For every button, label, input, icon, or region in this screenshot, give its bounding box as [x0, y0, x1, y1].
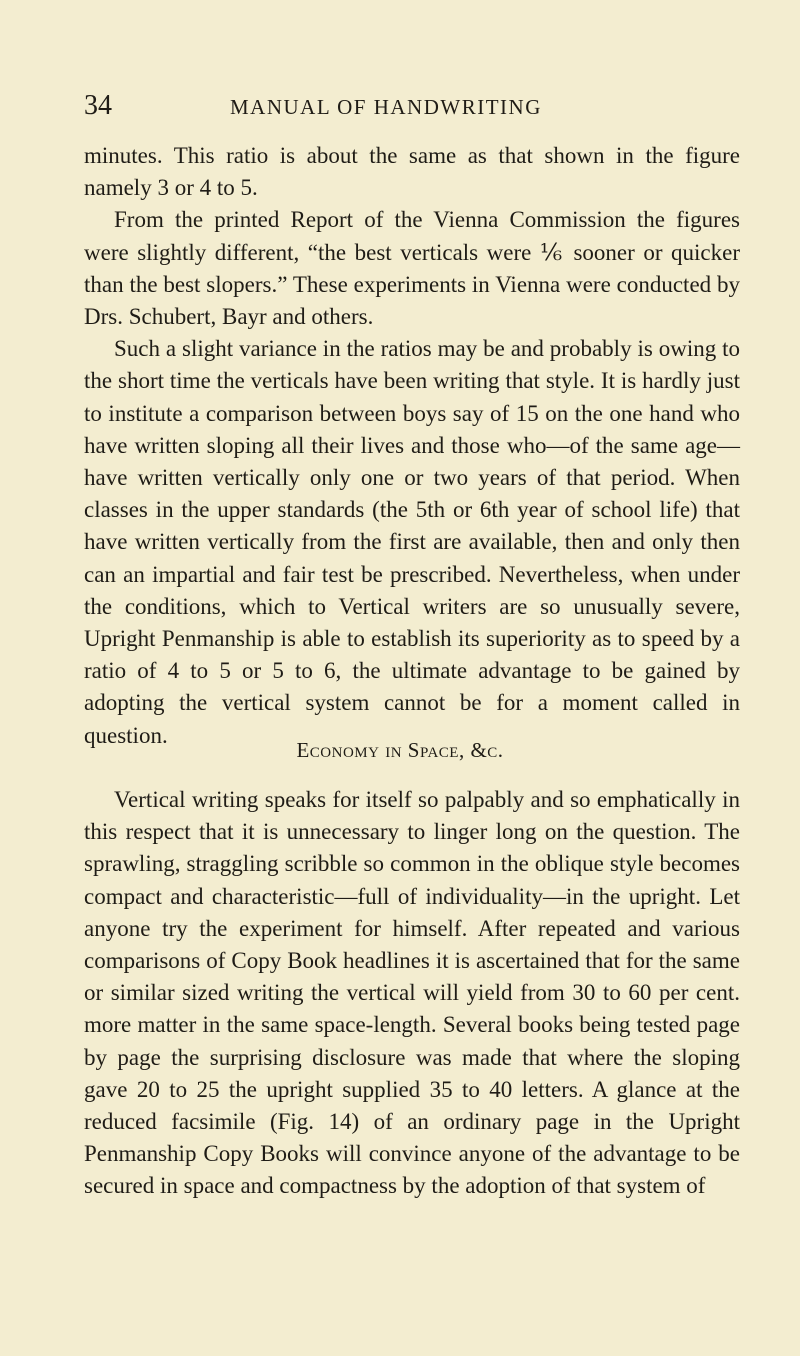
page-number: 34 — [84, 90, 112, 121]
section-body — [84, 784, 740, 1203]
paragraph: Such a slight variance in the ratios may be and probably is owing to the short time the verticals have been writing that style. It is hardly just to institute a comparison between boys say of 15 on the one hand who have written sloping all their lives and those who—of the same age—have written vertically only one or two years of that period. When classes in the upper standards (the 5th or 6th year of school life) that have written vertically from the first are available, then and only then can an impartial and fair test be prescribed. Nevertheless, when under the conditions, which to Vertical writers are so unusually severe, Upright Penmanship is able to establish its superiority as to speed by a ratio of 4 to 5 or 5 to 6, the ultimate advantage to be gained by adopting the vertical system cannot be for a moment called in question. — [84, 336, 740, 748]
section-heading: Economy in Space, &c. — [296, 738, 504, 762]
paragraph: minutes. This ratio is about the same as that shown in the figure namely 3 or 4 to 5. — [84, 143, 740, 201]
paragraph: Vertical writing speaks for itself so palpably and so emphatically in this respect that it is unnecessary to linger long on the question. The sprawling, straggling scribble so common in the oblique style becomes compact and characteristic—full of individuality—in the upright. Let anyone try the experiment for himself. After repeated and various comparisons of Copy Book headlines it is ascertained that for the same or similar sized writing the vertical will yield from 30 to 60 per cent. more matter in the same space-length. Several books being tested page by page the surprising disclosure was made that where the sloping gave 20 to 25 the upright supplied 35 to 40 letters. A glance at the reduced facsimile (Fig. 14) of an ordinary page in the Upright Penmanship Copy Books will convince anyone of the advantage to be secured in space and compactness by the adoption of that system of — [84, 787, 740, 1199]
paragraph: From the printed Report of the Vienna Commission the figures were slightly different, “the best verticals were ⅙ sooner or quicker than the best slopers.” These experiments in Vienna were conducted by Drs. Schubert, Bayr and others. — [84, 207, 740, 330]
running-title: MANUAL OF HANDWRITING — [230, 95, 542, 119]
body-text-block — [84, 140, 740, 752]
